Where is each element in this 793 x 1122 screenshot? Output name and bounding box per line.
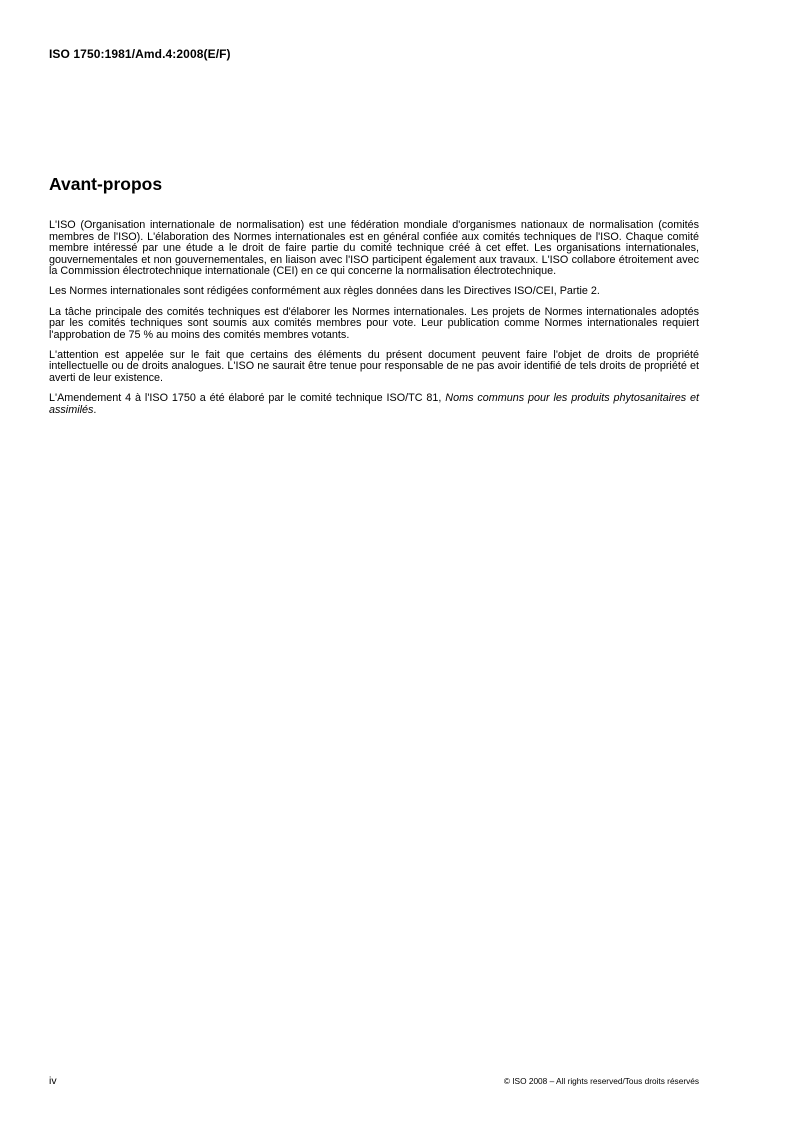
paragraph-5-end: . (93, 403, 97, 416)
document-id: ISO 1750:1981/Amd.4:2008(E/F) (49, 47, 231, 61)
paragraph-4: L'attention est appelée sur le fait que certains des éléments du présent document peuvent faire l'objet de droits de propriété intellectuelle ou de droits analogues. L'ISO ne saurait être tenue pour responsable de ne pas avoir identifié de tels droits de propriété et averti de leur existence. (49, 348, 699, 385)
paragraph-1: L'ISO (Organisation internationale de normalisation) est une fédération mondiale d'organismes nationaux de normalisation (comités membres de l'ISO). L'élaboration des Normes internationales est en général confiée aux comités techniques de l'ISO. Chaque comité membre intéressé par une étude a le droit de faire partie du comité technique créé à cet effet. Les organisations internationales, gouvernementales et non gouvernementales, en liaison avec l'ISO participent également aux travaux. L'ISO collabore étroitement avec la Commission électrotechnique internationale (CEI) en ce qui concerne la normalisation électrotechnique. (49, 219, 699, 278)
body-text (49, 220, 699, 425)
section-title: Avant-propos (49, 174, 163, 194)
copyright-notice: © ISO 2008 – All rights reserved/Tous droits réservés (503, 1076, 699, 1086)
page-number: iv (49, 1075, 57, 1087)
paragraph-5-text: L'Amendement 4 à l'ISO 1750 a été élaboré par le comité technique ISO/TC 81, (49, 392, 446, 405)
committee-title: Noms communs pour les produits phytosanitaires et assimilés (49, 392, 699, 416)
paragraph-2: Les Normes internationales sont rédigées conformément aux règles données dans les Directives ISO/CEI, Partie 2. (49, 285, 600, 298)
paragraph-3: La tâche principale des comités techniques est d'élaborer les Normes internationales. Les projets de Normes internationales adoptés par les comités techniques sont soumis aux comités membres pour vote. Leur publication comme Normes internationales requiert l'approbation de 75 % au moins des comités membres votants. (49, 305, 699, 341)
paragraph-5 (49, 393, 699, 416)
